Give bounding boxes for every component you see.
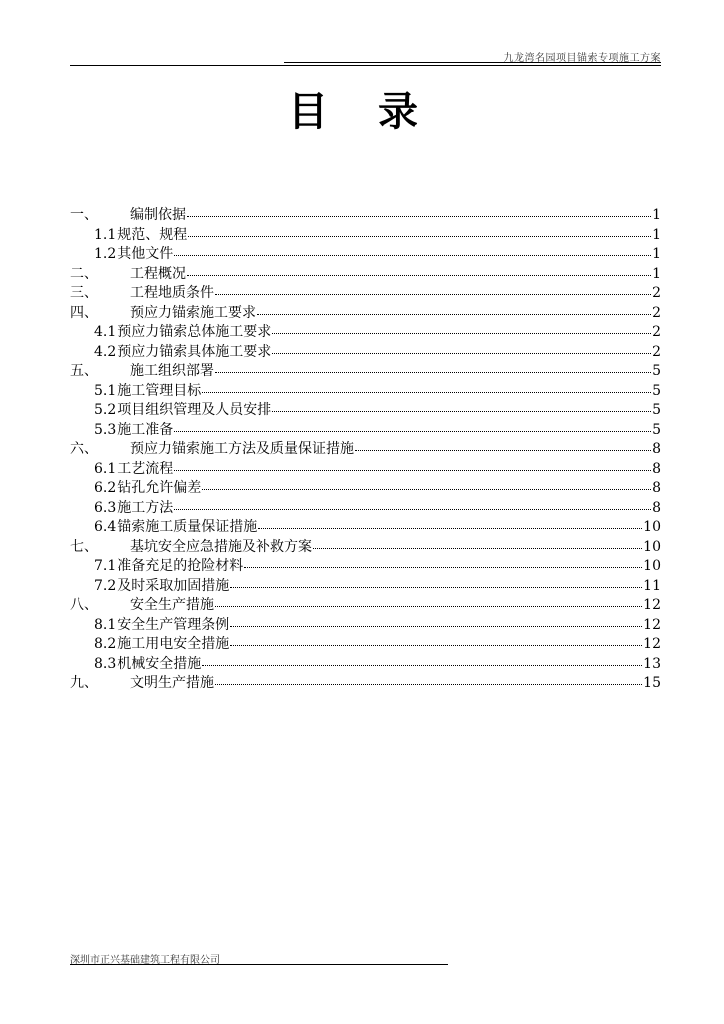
toc-dot-leader — [230, 645, 642, 646]
toc-dot-leader — [272, 353, 651, 354]
toc-entry-page-number: 10 — [643, 538, 661, 555]
toc-dot-leader — [215, 684, 642, 685]
toc-entry-number: 7.2 — [94, 577, 117, 594]
toc-entry[interactable] — [70, 440, 661, 460]
toc-entry-number: 6.3 — [94, 499, 117, 516]
toc-dot-leader — [174, 470, 651, 471]
toc-entry[interactable] — [70, 479, 661, 499]
toc-entry-number: 一、 — [70, 207, 98, 223]
toc-dot-leader — [355, 450, 651, 451]
toc-entry-title: 准备充足的抢险材料 — [117, 558, 244, 574]
table-of-contents — [70, 206, 661, 694]
header-rule-thin — [284, 62, 661, 63]
toc-entry[interactable] — [70, 226, 661, 246]
toc-entry-title: 及时采取加固措施 — [117, 577, 230, 594]
toc-entry-title: 文明生产措施 — [130, 675, 214, 691]
toc-dot-leader — [174, 255, 651, 256]
toc-entry-page-number: 12 — [643, 636, 661, 652]
toc-dot-leader — [257, 314, 651, 315]
toc-entry-title: 预应力锚索具体施工要求 — [117, 343, 272, 360]
toc-entry-number: 九、 — [70, 675, 98, 691]
toc-entry-title: 基坑安全应急措施及补救方案 — [130, 538, 312, 555]
toc-entry-page-number: 1 — [652, 246, 661, 262]
toc-entry-title: 规范、规程 — [117, 226, 188, 243]
toc-entry-page-number: 8 — [652, 480, 661, 496]
toc-entry-number: 8.3 — [94, 655, 117, 672]
toc-entry-title: 机械安全措施 — [117, 655, 202, 672]
toc-entry[interactable] — [70, 460, 661, 480]
toc-entry[interactable] — [70, 616, 661, 636]
toc-entry-number: 四、 — [70, 304, 98, 321]
toc-entry-number: 8.2 — [94, 636, 117, 652]
toc-entry-number: 七、 — [70, 538, 98, 555]
page-title: 目 录 — [288, 89, 436, 135]
toc-entry-number: 6.1 — [94, 460, 117, 477]
toc-entry-page-number: 12 — [643, 597, 661, 613]
toc-entry-title: 钻孔允许偏差 — [117, 480, 202, 496]
toc-entry-page-number: 1 — [652, 265, 661, 282]
toc-entry-number: 5.3 — [94, 421, 117, 438]
toc-entry-number: 6.2 — [94, 480, 117, 496]
toc-entry-number: 五、 — [70, 363, 98, 379]
toc-entry-page-number: 8 — [652, 499, 661, 516]
toc-entry[interactable] — [70, 304, 661, 324]
toc-entry-page-number: 1 — [652, 207, 661, 223]
toc-entry-number: 1.1 — [94, 226, 117, 243]
toc-entry-page-number: 2 — [652, 343, 661, 360]
toc-entry[interactable] — [70, 265, 661, 285]
toc-dot-leader — [215, 294, 651, 295]
toc-dot-leader — [174, 431, 651, 432]
toc-dot-leader — [188, 236, 651, 237]
toc-entry-number: 6.4 — [94, 519, 117, 535]
toc-entry[interactable] — [70, 577, 661, 597]
toc-entry-title: 工艺流程 — [117, 460, 174, 477]
toc-entry[interactable] — [70, 674, 661, 694]
toc-dot-leader — [215, 372, 651, 373]
toc-entry-number: 5.1 — [94, 382, 117, 399]
toc-entry-page-number: 5 — [652, 421, 661, 438]
toc-dot-leader — [244, 567, 642, 568]
toc-entry-page-number: 5 — [652, 402, 661, 418]
toc-dot-leader — [272, 333, 651, 334]
toc-entry-title: 安全生产措施 — [130, 597, 214, 613]
toc-entry-number: 7.1 — [94, 558, 117, 574]
toc-dot-leader — [258, 528, 642, 529]
toc-entry[interactable] — [70, 382, 661, 402]
footer-rule — [70, 964, 448, 965]
toc-entry-title: 施工管理目标 — [117, 382, 202, 399]
toc-dot-leader — [215, 606, 642, 607]
toc-entry[interactable] — [70, 596, 661, 616]
toc-entry-page-number: 8 — [652, 460, 661, 477]
toc-entry-number: 4.1 — [94, 324, 117, 340]
toc-entry[interactable] — [70, 284, 661, 304]
toc-entry-title: 施工用电安全措施 — [117, 636, 230, 652]
toc-dot-leader — [174, 509, 651, 510]
toc-entry-page-number: 13 — [643, 655, 661, 672]
toc-entry-number: 1.2 — [94, 246, 117, 262]
toc-entry-page-number: 5 — [652, 363, 661, 379]
toc-dot-leader — [202, 665, 642, 666]
toc-entry[interactable] — [70, 499, 661, 519]
toc-entry-page-number: 10 — [643, 519, 661, 535]
toc-entry-page-number: 2 — [652, 304, 661, 321]
toc-entry[interactable] — [70, 655, 661, 675]
toc-entry[interactable] — [70, 518, 661, 538]
toc-entry-page-number: 1 — [652, 226, 661, 243]
toc-entry-title: 编制依据 — [130, 207, 186, 223]
toc-dot-leader — [272, 411, 651, 412]
toc-entry-page-number: 11 — [643, 577, 661, 594]
toc-entry-page-number: 2 — [652, 324, 661, 340]
toc-dot-leader — [187, 275, 651, 276]
toc-entry[interactable] — [70, 557, 661, 577]
toc-entry-page-number: 10 — [643, 558, 661, 574]
footer-company: 深圳市正兴基础建筑工程有限公司 — [70, 955, 220, 966]
header-title: 九龙湾名园项目锚索专项施工方案 — [503, 53, 661, 64]
toc-entry-number: 八、 — [70, 597, 98, 613]
toc-entry[interactable] — [70, 323, 661, 343]
toc-dot-leader — [313, 548, 642, 549]
header-rule-thick — [70, 65, 661, 66]
toc-entry-title: 安全生产管理条例 — [117, 616, 230, 633]
toc-entry-page-number: 15 — [643, 675, 661, 691]
toc-entry[interactable] — [70, 343, 661, 363]
toc-entry[interactable] — [70, 401, 661, 421]
toc-entry-title: 锚索施工质量保证措施 — [117, 519, 258, 535]
toc-entry-title: 施工准备 — [117, 421, 174, 438]
toc-entry-title: 施工方法 — [117, 499, 174, 516]
toc-entry-page-number: 5 — [652, 382, 661, 399]
toc-dot-leader — [230, 626, 642, 627]
toc-entry-title: 工程概况 — [130, 265, 186, 282]
toc-entry-title: 工程地质条件 — [130, 285, 214, 301]
toc-dot-leader — [187, 216, 651, 217]
toc-entry-page-number: 8 — [652, 441, 661, 457]
toc-entry-number: 8.1 — [94, 616, 117, 633]
toc-entry[interactable] — [70, 421, 661, 441]
toc-entry[interactable] — [70, 245, 661, 265]
toc-entry-title: 项目组织管理及人员安排 — [117, 402, 272, 418]
toc-entry-number: 5.2 — [94, 402, 117, 418]
toc-dot-leader — [202, 489, 651, 490]
toc-entry-number: 4.2 — [94, 343, 117, 360]
toc-dot-leader — [202, 392, 651, 393]
toc-entry[interactable] — [70, 206, 661, 226]
toc-entry-page-number: 2 — [652, 285, 661, 301]
toc-entry-number: 二、 — [70, 265, 98, 282]
toc-entry-title: 预应力锚索总体施工要求 — [117, 324, 272, 340]
toc-entry-page-number: 12 — [643, 616, 661, 633]
toc-entry[interactable] — [70, 362, 661, 382]
toc-entry-number: 三、 — [70, 285, 98, 301]
toc-dot-leader — [230, 587, 642, 588]
toc-entry-title: 预应力锚索施工方法及质量保证措施 — [130, 441, 354, 457]
toc-entry[interactable] — [70, 635, 661, 655]
toc-entry-title: 施工组织部署 — [130, 363, 214, 379]
toc-entry-number: 六、 — [70, 441, 98, 457]
toc-entry-title: 预应力锚索施工要求 — [130, 304, 256, 321]
toc-entry-title: 其他文件 — [117, 246, 174, 262]
toc-entry[interactable] — [70, 538, 661, 558]
